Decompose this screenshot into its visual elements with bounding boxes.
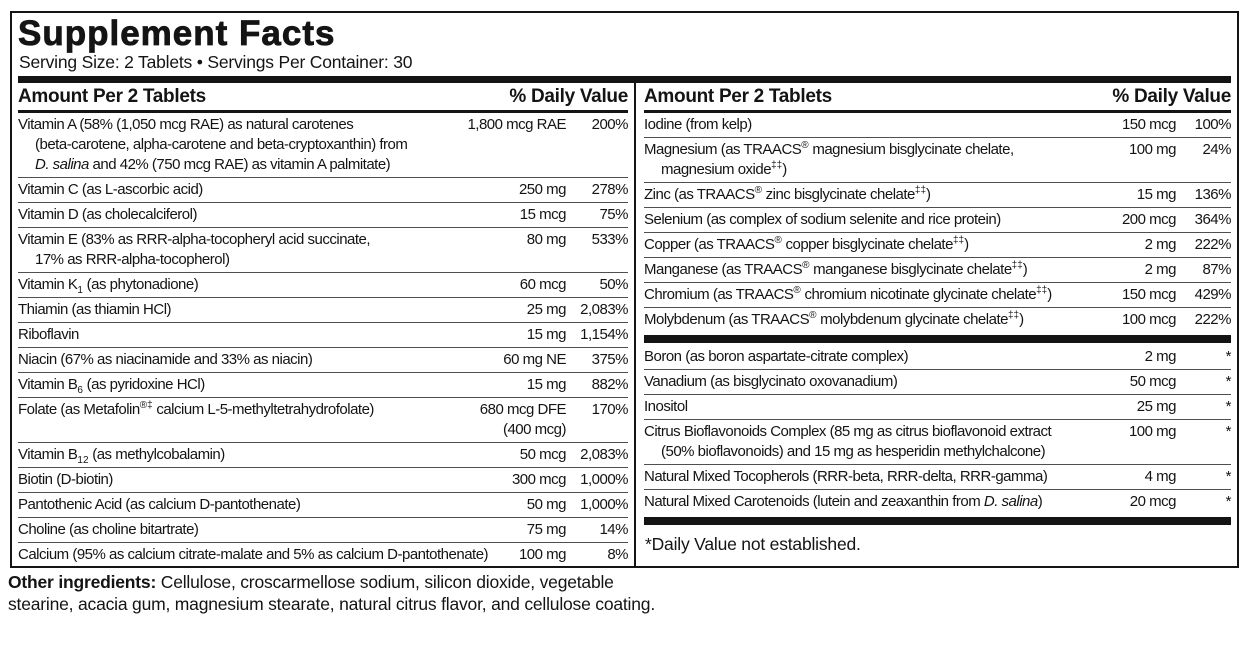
nutrient-name: Vitamin $K_1$ (as phytonadione) bbox=[18, 276, 199, 296]
nutrient-daily-value: 100% bbox=[1194, 116, 1231, 133]
nutrient-name: Vitamin D (as cholecalciferol) bbox=[18, 206, 197, 223]
nutrient-daily-value: 1,000% bbox=[580, 496, 628, 513]
nutrient-amount: 150 mcg bbox=[1121, 116, 1176, 133]
nutrient-name: Magnesium (as TRAACS® magnesium bisglycinate chelate, magnesium oxide‡‡) bbox=[644, 140, 1014, 178]
nutrient-amount: 15 mg bbox=[526, 326, 566, 343]
label-title: Supplement Facts bbox=[18, 14, 336, 53]
nutrient-name: Vitamin C (as L-ascorbic acid) bbox=[18, 181, 203, 198]
dv-footnote: *Daily Value not established. bbox=[645, 534, 861, 554]
nutrient-name: Riboflavin bbox=[18, 326, 79, 343]
facts-column-right bbox=[634, 83, 1231, 567]
nutrient-amount: 15 mcg bbox=[519, 206, 566, 223]
amount-header: Amount Per 2 Tablets bbox=[644, 86, 832, 107]
nutrient-amount: 25 mg bbox=[1136, 398, 1176, 415]
nutrient-daily-value: 882% bbox=[591, 376, 628, 393]
fact-row bbox=[18, 492, 628, 517]
nutrient-amount: 50 mcg bbox=[1129, 373, 1176, 390]
nutrient-daily-value: 24% bbox=[1202, 141, 1231, 158]
column-header-right bbox=[644, 83, 1231, 113]
nutrient-daily-value: * bbox=[1225, 423, 1231, 440]
fact-row bbox=[644, 464, 1231, 489]
other-ingredients bbox=[8, 572, 655, 615]
nutrient-daily-value: 222% bbox=[1194, 236, 1231, 253]
fact-row bbox=[18, 202, 628, 227]
nutrient-name: Vitamin $B_6$ (as pyridoxine HCl) bbox=[18, 376, 205, 396]
nutrient-amount: 2 mg bbox=[1144, 348, 1176, 365]
nutrient-daily-value: 75% bbox=[599, 206, 628, 223]
serving-info: Serving Size: 2 Tablets • Servings Per Container: 30 bbox=[19, 52, 413, 72]
fact-row bbox=[18, 113, 628, 177]
facts-rows-right-other bbox=[644, 345, 1231, 514]
nutrient-amount: 250 mg bbox=[518, 181, 566, 198]
nutrient-daily-value: 533% bbox=[591, 231, 628, 248]
nutrient-name: Natural Mixed Tocopherols (RRR-beta, RRR-delta, RRR-gamma) bbox=[644, 468, 1048, 485]
nutrient-amount: 25 mg bbox=[526, 301, 566, 318]
nutrient-name: Choline (as choline bitartrate) bbox=[18, 521, 199, 538]
nutrient-daily-value: * bbox=[1225, 373, 1231, 390]
nutrient-name: Boron (as boron aspartate-citrate complex) bbox=[644, 348, 909, 365]
other-ingredients-line2: stearine, acacia gum, magnesium stearate, natural citrus flavor, and cellulose coating. bbox=[8, 593, 655, 614]
fact-row bbox=[644, 113, 1231, 137]
nutrient-name: Citrus Bioflavonoids Complex (85 mg as citrus bioflavonoid extract (50% bioflavonoids) and 15 mg as hesperidin methylchalcone) bbox=[644, 423, 1052, 460]
fact-row bbox=[18, 442, 628, 467]
nutrient-daily-value: 1,154% bbox=[580, 326, 628, 343]
nutrient-name: Natural Mixed Carotenoids (lutein and zeaxanthin from D. salina) bbox=[644, 493, 1043, 510]
fact-row bbox=[18, 347, 628, 372]
nutrient-amount: 15 mg bbox=[1136, 186, 1176, 203]
nutrient-name: Thiamin (as thiamin HCl) bbox=[18, 301, 172, 318]
fact-row bbox=[18, 542, 628, 567]
daily-value-header: % Daily Value bbox=[1112, 86, 1231, 107]
fact-row bbox=[18, 177, 628, 202]
nutrient-daily-value: * bbox=[1225, 468, 1231, 485]
nutrient-daily-value: 170% bbox=[591, 401, 628, 418]
fact-row bbox=[18, 517, 628, 542]
fact-row bbox=[644, 307, 1231, 332]
nutrient-name: Vanadium (as bisglycinato oxovanadium) bbox=[644, 373, 898, 390]
fact-row bbox=[644, 257, 1231, 282]
nutrient-amount: 2 mg bbox=[1144, 236, 1176, 253]
nutrient-daily-value: 1,000% bbox=[580, 471, 628, 488]
other-ingredients-line1 bbox=[8, 572, 655, 594]
nutrient-daily-value: 200% bbox=[591, 116, 628, 133]
nutrient-daily-value: 364% bbox=[1194, 211, 1231, 228]
nutrient-daily-value: 2,083% bbox=[580, 446, 628, 463]
nutrient-name: Pantothenic Acid (as calcium D-pantothenate) bbox=[18, 496, 301, 513]
nutrient-name: Manganese (as TRAACS® manganese bisglycinate chelate‡‡) bbox=[644, 260, 1028, 278]
nutrient-name: Copper (as TRAACS® copper bisglycinate chelate‡‡) bbox=[644, 235, 969, 253]
nutrient-amount: 100 mg bbox=[518, 546, 566, 563]
nutrient-daily-value: 2,083% bbox=[580, 301, 628, 318]
nutrient-amount: 75 mg bbox=[526, 521, 566, 538]
nutrient-daily-value: 14% bbox=[599, 521, 628, 538]
fact-row bbox=[18, 272, 628, 297]
nutrient-name: Vitamin A (58% (1,050 mcg RAE) as natural carotenes (beta-carotene, alpha-carotene and beta-cryptoxanthin) from D. salina and 42% (750 mcg RAE) as vitamin A palmitate) bbox=[18, 116, 408, 173]
nutrient-name: Selenium (as complex of sodium selenite and rice protein) bbox=[644, 211, 1001, 228]
group-divider-bar bbox=[644, 335, 1231, 343]
amount-header: Amount Per 2 Tablets bbox=[18, 86, 206, 107]
fact-row bbox=[644, 232, 1231, 257]
nutrient-name: Niacin (67% as niacinamide and 33% as niacin) bbox=[18, 351, 313, 368]
nutrient-amount: 2 mg bbox=[1144, 261, 1176, 278]
nutrient-amount: 20 mcg bbox=[1129, 493, 1176, 510]
nutrient-name: Zinc (as TRAACS® zinc bisglycinate chelate‡‡) bbox=[644, 185, 931, 203]
footnote-divider-bar bbox=[644, 517, 1231, 525]
nutrient-name: Iodine (from kelp) bbox=[644, 116, 752, 133]
nutrient-daily-value: * bbox=[1225, 493, 1231, 510]
fact-row bbox=[644, 182, 1231, 207]
nutrient-daily-value: 50% bbox=[599, 276, 628, 293]
nutrient-daily-value: 87% bbox=[1202, 261, 1231, 278]
fact-row bbox=[644, 394, 1231, 419]
nutrient-name: Calcium (95% as calcium citrate-malate and 5% as calcium D-pantothenate) bbox=[18, 546, 489, 563]
fact-row bbox=[644, 369, 1231, 394]
nutrient-amount: 100 mg bbox=[1128, 141, 1176, 158]
nutrient-amount: 300 mcg bbox=[511, 471, 566, 488]
other-ingredients-label: Other ingredients: bbox=[8, 572, 157, 592]
nutrient-amount: 15 mg bbox=[526, 376, 566, 393]
fact-row bbox=[644, 137, 1231, 182]
nutrient-name: Biotin (D-biotin) bbox=[18, 471, 113, 488]
nutrient-amount: 80 mg bbox=[526, 231, 566, 248]
nutrient-amount: 50 mg bbox=[526, 496, 566, 513]
nutrient-name: Molybdenum (as TRAACS® molybdenum glycinate chelate‡‡) bbox=[644, 310, 1024, 328]
fact-row bbox=[18, 372, 628, 397]
nutrient-daily-value: 222% bbox=[1194, 311, 1231, 328]
nutrient-name: Folate (as Metafolin®‡ calcium L-5-methyltetrahydrofolate) bbox=[18, 400, 374, 418]
fact-row bbox=[644, 489, 1231, 514]
fact-row bbox=[18, 227, 628, 272]
nutrient-daily-value: 136% bbox=[1194, 186, 1231, 203]
fact-row bbox=[644, 207, 1231, 232]
facts-rows-right-minerals bbox=[644, 113, 1231, 332]
facts-rows-left bbox=[18, 113, 628, 567]
fact-row bbox=[644, 282, 1231, 307]
nutrient-daily-value: * bbox=[1225, 348, 1231, 365]
top-divider-bar bbox=[18, 76, 1231, 83]
nutrient-daily-value: 278% bbox=[591, 181, 628, 198]
other-ingredients-text1: Cellulose, croscarmellose sodium, silicon dioxide, vegetable bbox=[156, 572, 614, 592]
nutrient-amount: 1,800 mcg RAE bbox=[467, 116, 566, 133]
fact-row bbox=[18, 397, 628, 442]
fact-row bbox=[18, 467, 628, 492]
nutrient-amount: 680 mcg DFE (400 mcg) bbox=[479, 401, 566, 438]
column-header-left bbox=[18, 83, 628, 113]
daily-value-header: % Daily Value bbox=[509, 86, 628, 107]
nutrient-name: Chromium (as TRAACS® chromium nicotinate glycinate chelate‡‡) bbox=[644, 285, 1052, 303]
nutrient-name: Vitamin E (83% as RRR-alpha-tocopheryl acid succinate, 17% as RRR-alpha-tocopherol) bbox=[18, 231, 371, 268]
nutrient-amount: 100 mg bbox=[1128, 423, 1176, 440]
nutrient-amount: 50 mcg bbox=[519, 446, 566, 463]
nutrient-name: Inositol bbox=[644, 398, 688, 415]
nutrient-amount: 60 mg NE bbox=[503, 351, 566, 368]
nutrient-amount: 60 mcg bbox=[519, 276, 566, 293]
nutrient-daily-value: 429% bbox=[1194, 286, 1231, 303]
nutrient-name: Vitamin $B_{12}$ (as methylcobalamin) bbox=[18, 446, 225, 466]
fact-row bbox=[18, 297, 628, 322]
nutrient-amount: 4 mg bbox=[1144, 468, 1176, 485]
fact-row bbox=[644, 419, 1231, 464]
nutrient-amount: 200 mcg bbox=[1121, 211, 1176, 228]
facts-panel bbox=[10, 11, 1239, 568]
nutrient-amount: 100 mcg bbox=[1121, 311, 1176, 328]
facts-column-left bbox=[18, 83, 632, 567]
facts-columns bbox=[18, 83, 1231, 567]
nutrient-daily-value: 375% bbox=[591, 351, 628, 368]
nutrient-daily-value: 8% bbox=[607, 546, 628, 563]
fact-row bbox=[644, 345, 1231, 369]
nutrient-amount: 150 mcg bbox=[1121, 286, 1176, 303]
fact-row bbox=[18, 322, 628, 347]
nutrient-daily-value: * bbox=[1225, 398, 1231, 415]
